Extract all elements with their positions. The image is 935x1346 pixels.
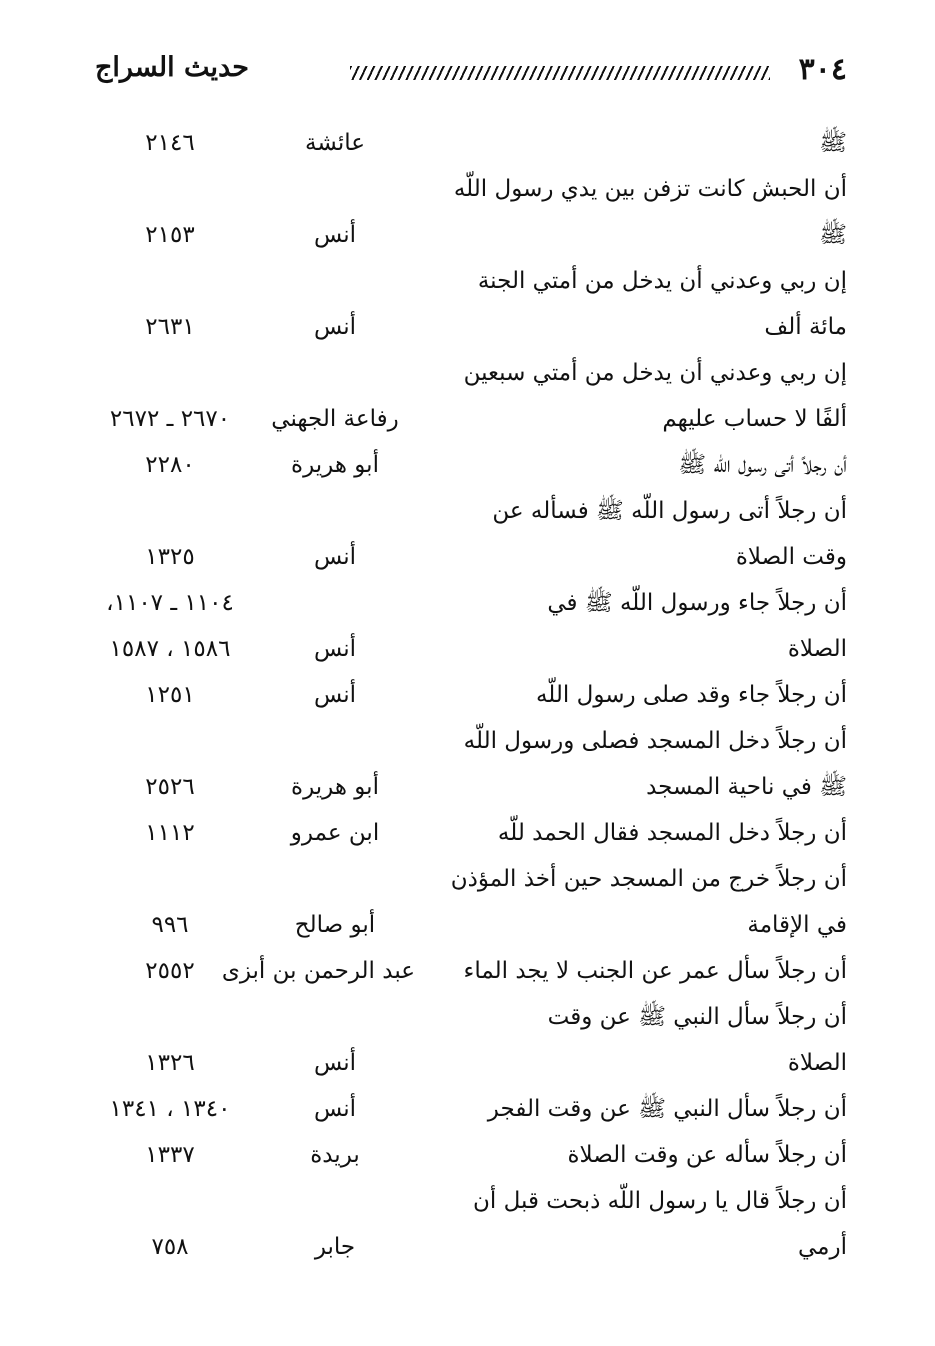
hadith-text: أن رجلاً قال يا رسول اللّه ذبحت قبل أن (473, 1188, 847, 1214)
index-row (0, 580, 935, 626)
narrator: أنس (313, 636, 357, 662)
reference-numbers: ١٢٥١ (145, 682, 195, 708)
reference-numbers: ٢٥٥٢ (145, 958, 195, 984)
reference-numbers: ١١٠٤ ـ ١١٠٧، (106, 590, 234, 616)
index-row (0, 166, 935, 212)
reference-numbers: ٢١٤٦ (145, 130, 195, 156)
hadith-text: أن رجلاً سأل عمر عن الجنب لا يجد الماء (463, 958, 847, 984)
book-title: حديث السراج (95, 52, 249, 83)
index-row (0, 856, 935, 902)
narrator: جابر (314, 1234, 356, 1260)
narrator: أنس (313, 222, 357, 248)
narrator: ابن عمرو (290, 820, 380, 846)
hadith-index-list (0, 120, 935, 1270)
reference-numbers: ٢٦٧٠ ـ ٢٦٧٢ (109, 406, 231, 432)
hadith-text: ﷺ (819, 222, 847, 248)
narrator: أنس (313, 544, 357, 570)
narrator: أنس (313, 314, 357, 340)
hadith-text: أن رجلاً أتى رسول اللّه ﷺ (678, 452, 847, 478)
hadith-text: أن رجلاً سأله عن وقت الصلاة (567, 1142, 847, 1168)
hadith-text: أن الحبش كانت تزفن بين يدي رسول اللّه (453, 176, 847, 202)
reference-numbers: ١٣٢٥ (145, 544, 195, 570)
narrator: أنس (313, 682, 357, 708)
reference-numbers: ٢١٥٣ (145, 222, 195, 248)
narrator: أنس (313, 1096, 357, 1122)
index-row (0, 994, 935, 1040)
hadith-text: أن رجلاً دخل المسجد فقال الحمد للّه (497, 820, 847, 846)
reference-numbers: ٢٢٨٠ (145, 452, 195, 478)
reference-numbers: ١١١٢ (145, 820, 195, 846)
reference-numbers: ١٣٣٧ (145, 1142, 195, 1168)
hadith-text: في الإقامة (747, 912, 847, 938)
index-row (0, 304, 935, 350)
hadith-text: الصلاة (787, 636, 847, 662)
hadith-text: أن رجلاً جاء ورسول اللّه ﷺ في (547, 590, 847, 616)
index-row (0, 1086, 935, 1132)
reference-numbers: ٢٦٣١ (145, 314, 195, 340)
hadith-text: أن رجلاً دخل المسجد فصلى ورسول اللّه (463, 728, 847, 754)
page-number: ٣٠٤ (798, 52, 847, 87)
index-row (0, 1178, 935, 1224)
index-row (0, 350, 935, 396)
index-row (0, 1224, 935, 1270)
narrator: عائشة (305, 130, 365, 156)
index-row (0, 810, 935, 856)
index-row (0, 488, 935, 534)
hadith-text: إن ربي وعدني أن يدخل من أمتي سبعين (463, 360, 847, 386)
narrator: بريدة (310, 1142, 360, 1168)
reference-numbers: ١٣٤٠ ، ١٣٤١ (109, 1096, 231, 1122)
narrator: أبو هريرة (291, 774, 379, 800)
index-row (0, 1132, 935, 1178)
reference-numbers: ٩٩٦ (151, 912, 189, 938)
reference-numbers: ١٣٢٦ (145, 1050, 195, 1076)
hadith-text: ألفًا لا حساب عليهم (662, 406, 847, 432)
hadith-text: الصلاة (787, 1050, 847, 1076)
index-row (0, 672, 935, 718)
index-row (0, 534, 935, 580)
hadith-text: أن رجلاً أتى رسول اللّه ﷺ فسأله عن (492, 498, 847, 524)
hadith-text: إن ربي وعدني أن يدخل من أمتي الجنة (477, 268, 847, 294)
narrator: أبو صالح (294, 912, 376, 938)
index-row (0, 948, 935, 994)
index-row (0, 212, 935, 258)
index-row (0, 902, 935, 948)
hadith-text: ﷺ في ناحية المسجد (646, 774, 847, 800)
hadith-text: أرمي (798, 1234, 847, 1260)
hadith-text: أن رجلاً خرج من المسجد حين أخذ المؤذن (450, 866, 847, 892)
hadith-text: مائة ألف (764, 314, 847, 340)
reference-numbers: ٧٥٨ (151, 1234, 189, 1260)
hadith-text: أن رجلاً سأل النبي ﷺ عن وقت الفجر (487, 1096, 847, 1122)
index-row (0, 764, 935, 810)
hadith-text: ﷺ (819, 130, 847, 156)
index-row (0, 1040, 935, 1086)
index-row (0, 442, 935, 488)
index-row (0, 718, 935, 764)
hadith-text: أن رجلاً سأل النبي ﷺ عن وقت (547, 1004, 847, 1030)
header-rule (350, 66, 770, 80)
narrator: رفاعة الجهني (271, 406, 399, 432)
hadith-text: وقت الصلاة (735, 544, 847, 570)
index-row (0, 120, 935, 166)
reference-numbers: ١٥٨٦ ، ١٥٨٧ (109, 636, 231, 662)
narrator: أنس (313, 1050, 357, 1076)
reference-numbers: ٢٥٢٦ (145, 774, 195, 800)
narrator: عبد الرحمن بن أبزى (221, 958, 415, 984)
index-row (0, 626, 935, 672)
hadith-text: أن رجلاً جاء وقد صلى رسول اللّه (535, 682, 847, 708)
index-row (0, 396, 935, 442)
narrator: أبو هريرة (291, 452, 379, 478)
index-row (0, 258, 935, 304)
